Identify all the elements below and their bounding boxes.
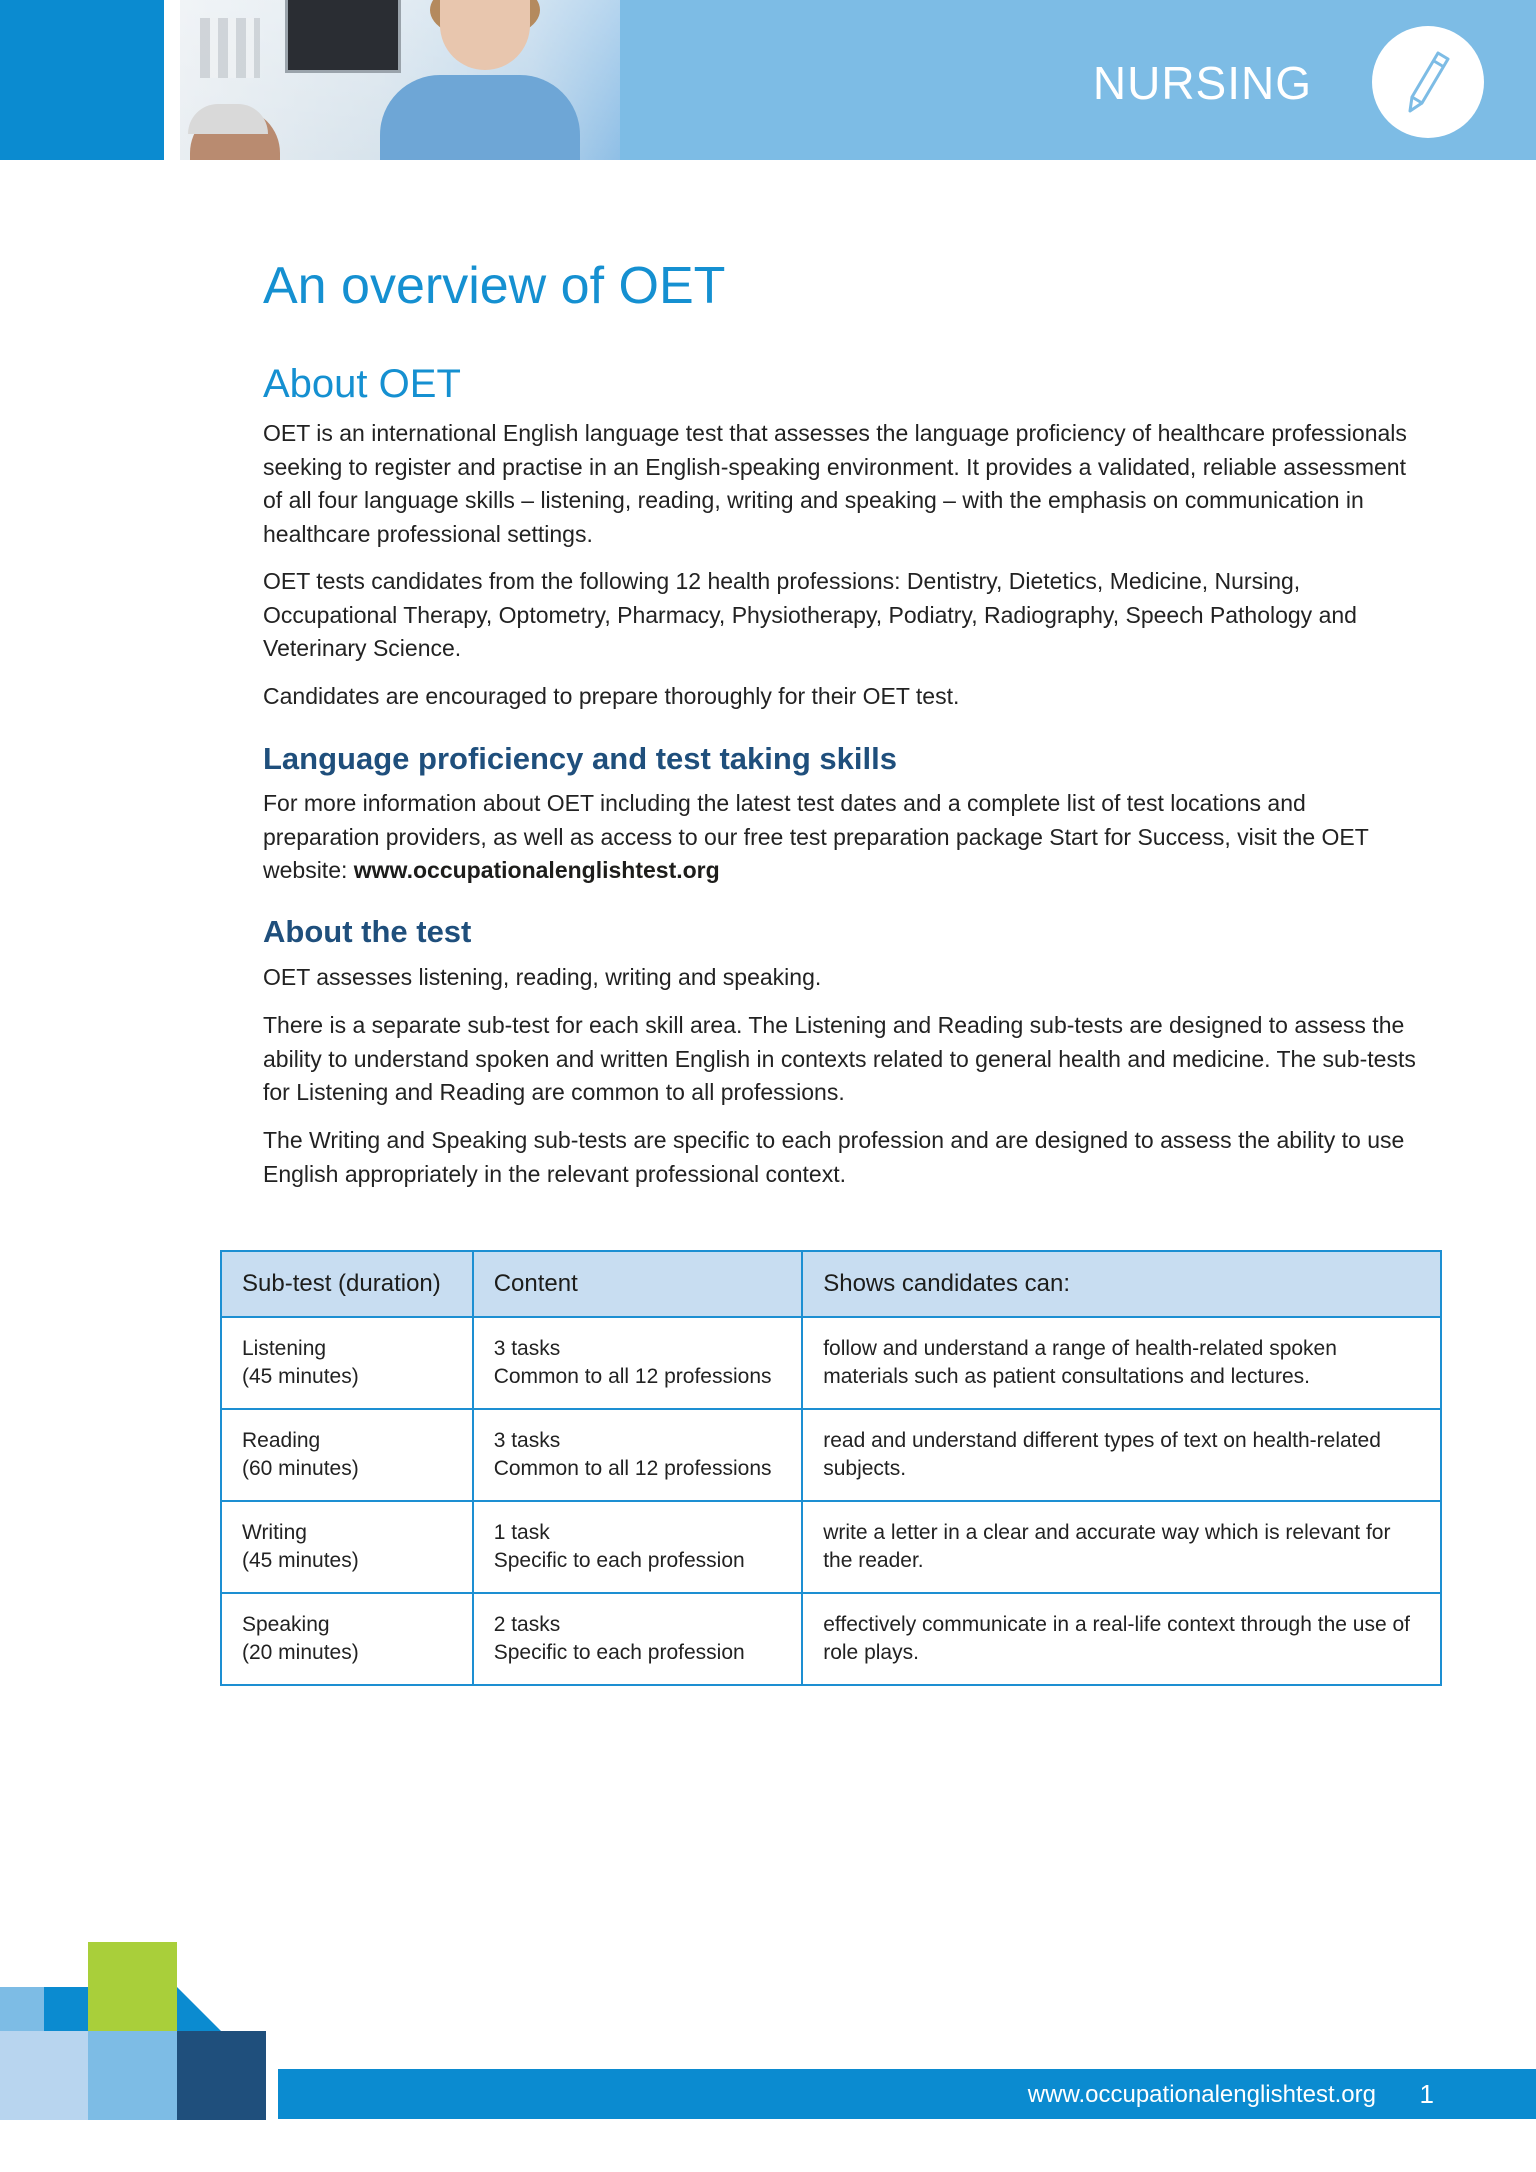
about-oet-paragraph-2: OET tests candidates from the following 12 health professions: Dentistry, Dietetics, Medicine, Nursing, Occupational Therapy, Optometry, Pharmacy, Physiotherapy, Podiatry, Radiography, Speech Pathology and Veterinary Science. — [263, 568, 1357, 661]
subtest-duration: (45 minutes) — [242, 1365, 359, 1388]
decor-square — [88, 2031, 177, 2120]
table-row — [221, 1317, 1441, 1409]
shows-cell: effectively communicate in a real-life context through the use of role plays. — [802, 1593, 1441, 1685]
subtest-name: Listening — [242, 1337, 327, 1360]
decor-square — [0, 2031, 88, 2120]
column-header-subtest: Sub-test (duration) — [221, 1251, 473, 1317]
subtest-duration: (60 minutes) — [242, 1457, 359, 1480]
about-test-paragraph-1: OET assesses listening, reading, writing and speaking. — [263, 964, 822, 990]
subtest-cell — [221, 1501, 473, 1593]
decor-square — [44, 1987, 88, 2031]
page-number: 1 — [1419, 2079, 1434, 2109]
subtest-name: Speaking — [242, 1613, 330, 1636]
language-skills-heading: Language proficiency and test taking skills — [263, 741, 897, 776]
subtest-name: Reading — [242, 1429, 321, 1452]
website-link[interactable]: www.occupationalenglishtest.org — [353, 857, 720, 883]
task-scope: Specific to each profession — [493, 1641, 745, 1664]
decor-square — [177, 2031, 266, 2120]
section-label: NURSING — [1092, 57, 1312, 109]
task-scope: Common to all 12 professions — [493, 1457, 772, 1480]
table-row — [221, 1593, 1441, 1685]
about-test-paragraph-2: There is a separate sub-test for each skill area. The Listening and Reading sub-tests are designed to assess the ability to understand spoken and written English in contexts related to general health and medicine. The sub-tests for Listening and Reading are common to all professions. — [263, 1012, 1416, 1105]
decor-triangle — [177, 1987, 221, 2031]
task-count: 3 tasks — [493, 1429, 561, 1452]
subtests-table — [220, 1250, 1442, 1686]
task-count: 2 tasks — [493, 1613, 561, 1636]
subtest-cell — [221, 1593, 473, 1685]
column-header-content: Content — [473, 1251, 803, 1317]
table-row — [221, 1501, 1441, 1593]
decor-square — [88, 1942, 177, 2031]
decor-square — [0, 1987, 44, 2031]
shows-cell: read and understand different types of text on health-related subjects. — [802, 1409, 1441, 1501]
about-oet-heading: About OET — [263, 362, 461, 406]
about-test-heading: About the test — [263, 914, 472, 949]
shows-cell: follow and understand a range of health-related spoken materials such as patient consultations and lectures. — [802, 1317, 1441, 1409]
content-cell — [473, 1317, 803, 1409]
table-row — [221, 1409, 1441, 1501]
header-accent-block — [0, 0, 164, 160]
header-photo — [180, 0, 620, 160]
pen-icon-badge — [1372, 26, 1484, 138]
content-cell — [473, 1409, 803, 1501]
task-count: 3 tasks — [493, 1337, 561, 1360]
page-title: An overview of OET — [263, 257, 726, 315]
pen-icon — [1398, 47, 1458, 117]
task-count: 1 task — [493, 1521, 550, 1544]
subtest-cell — [221, 1409, 473, 1501]
column-header-shows: Shows candidates can: — [802, 1251, 1441, 1317]
subtest-cell — [221, 1317, 473, 1409]
footer-url[interactable]: www.occupationalenglishtest.org — [1027, 2081, 1376, 2108]
subtest-duration: (45 minutes) — [242, 1549, 359, 1572]
language-skills-text: For more information about OET including the latest test dates and a complete list of test locations and preparation providers, as well as access to our free test preparation package Start for Success, visit the OET website: — [263, 790, 1369, 883]
about-oet-paragraph-1: OET is an international English language test that assesses the language proficiency of healthcare professionals seeking to register and practise in an English-speaking environment. It provides a validated, reliable assessment of all four language skills – listening, reading, writing and speaking – with the emphasis on communication in healthcare professional settings. — [263, 420, 1407, 547]
task-scope: Common to all 12 professions — [493, 1365, 772, 1388]
subtest-duration: (20 minutes) — [242, 1641, 359, 1664]
about-test-paragraph-3: The Writing and Speaking sub-tests are specific to each profession and are designed to assess the ability to use English appropriately in the relevant professional context. — [263, 1127, 1405, 1187]
table-header-row — [221, 1251, 1441, 1317]
task-scope: Specific to each profession — [493, 1549, 745, 1572]
shows-cell: write a letter in a clear and accurate way which is relevant for the reader. — [802, 1501, 1441, 1593]
language-skills-paragraph — [263, 787, 1423, 888]
subtest-name: Writing — [242, 1521, 307, 1544]
about-oet-paragraph-3: Candidates are encouraged to prepare thoroughly for their OET test. — [263, 683, 960, 709]
content-cell — [473, 1593, 803, 1685]
content-cell — [473, 1501, 803, 1593]
